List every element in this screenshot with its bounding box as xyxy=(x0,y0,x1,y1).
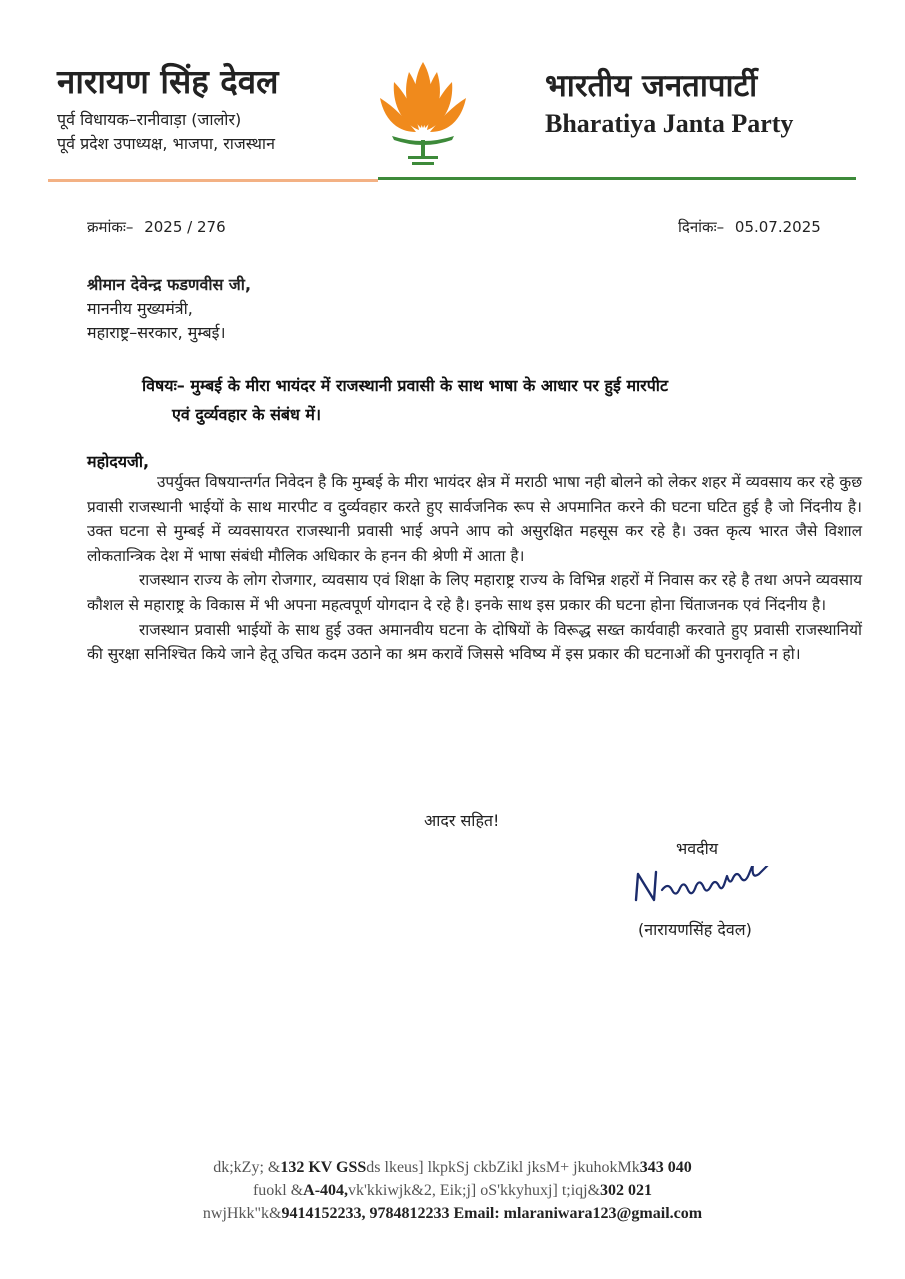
reference-number xyxy=(87,217,226,237)
header-divider-saffron xyxy=(48,179,378,182)
party-name-english: Bharatiya Janta Party xyxy=(545,109,794,138)
footer-office-pin: 343 040 xyxy=(639,1159,692,1176)
closing-regards: आदर सहित! xyxy=(424,811,500,830)
footer-residence-pin: 302 021 xyxy=(600,1182,653,1199)
letter-date xyxy=(678,217,821,237)
footer-office-mid: ds lkeus] lkpkSj ckbZikl jksM+ jkuhokMk xyxy=(366,1159,640,1176)
closing-yours: भवदीय xyxy=(676,839,719,858)
footer-contact-prefix: nwjHkk"k& xyxy=(202,1205,282,1222)
sender-designation-1: पूर्व विधायक–रानीवाड़ा (जालोर) xyxy=(57,110,242,129)
salutation: महोदयजी, xyxy=(87,452,150,471)
sender-name: नारायण सिंह देवल xyxy=(57,62,279,101)
footer-residence-address xyxy=(0,1182,905,1200)
reference-number-value: 2025 / 276 xyxy=(144,218,226,236)
addressee-name: श्रीमान देवेन्द्र फडणवीस जी, xyxy=(87,275,252,294)
addressee-office: महाराष्ट्र–सरकार, मुम्बई। xyxy=(87,323,226,342)
party-name-hindi: भारतीय जनतापार्टी xyxy=(545,68,758,104)
footer-office-address xyxy=(0,1159,905,1177)
footer-office-prefix: dk;kZy; & xyxy=(213,1159,281,1176)
body-paragraph-3: राजस्थान प्रवासी भाईयों के साथ हुई उक्त अमानवीय घटना के दोषियों के विरूद्ध सख्त कार्यवाही करवाते हुए प्रवासी राजस्थानियों की सुरक्षा सनिश्चित किये जाने हेतू उचित कदम उठाने का श्रम करावें जिससे भविष्य में इस प्रकार की घटनाओं की पुनरावृति न हो। xyxy=(87,620,862,664)
letter-body xyxy=(87,470,862,667)
footer-residence-bold-1: A-404, xyxy=(303,1182,349,1199)
subject-line-1: विषयः– मुम्बई के मीरा भायंदर में राजस्थानी प्रवासी के साथ भाषा के आधार पर हुई मारपीट xyxy=(142,376,669,395)
reference-number-label: क्रमांकः– xyxy=(87,218,134,236)
lotus-icon xyxy=(372,58,474,168)
signature xyxy=(630,866,805,908)
signatory-name: (नारायणसिंह देवल) xyxy=(638,920,752,939)
footer-contact-details: 9414152233, 9784812233 Email: mlaraniwara123@gmail.com xyxy=(281,1205,703,1222)
footer-residence-prefix: fuokl & xyxy=(252,1182,304,1199)
footer-residence-mid: vk'kkiwjk&2, Eik;j] oS'kkyhuxj] t;iqj& xyxy=(348,1182,601,1199)
header-divider-green xyxy=(378,177,856,180)
letter-subject xyxy=(142,371,872,429)
footer-contact xyxy=(0,1205,905,1223)
sender-designation-2: पूर्व प्रदेश उपाध्यक्ष, भाजपा, राजस्थान xyxy=(57,134,275,153)
footer-office-bold-1: 132 KV GSS xyxy=(280,1159,367,1176)
body-paragraph-2: राजस्थान राज्य के लोग रोजगार, व्यवसाय एवं शिक्षा के लिए महाराष्ट्र राज्य के विभिन्न शहरों में निवास कर रहे है तथा अपने व्यवसाय कौशल से महाराष्ट्र के विकास में भी अपना महत्वपूर्ण योगदान दे रहे है। इनके साथ इस प्रकार की घटना होना चिंताजनक एवं निंदनीय है। xyxy=(87,571,862,614)
body-paragraph-1: उपर्युक्त विषयान्तर्गत निवेदन है कि मुम्बई के मीरा भायंदर क्षेत्र में मराठी भाषा नही बोलने को लेकर शहर में व्यवसाय कर रहे कुछ प्रवासी राजस्थानी भाईयों के साथ मारपीट व दुर्व्यवहार करते हुए सार्वजनिक रूप से अपमानित करने की घटना घटित हुई है जो निंदनीय है। उक्त घटना से मुम्बई में व्यवसायरत राजस्थानी प्रवासी भाई अपने आप को असुरक्षित महसूस कर रहे है। उक्त कृत्य भारत जैसे विशाल लोकतान्त्रिक देश में भाषा संबंधी मौलिक अधिकार के हनन की श्रेणी में आता है। xyxy=(87,473,862,565)
subject-line-2: एवं दुर्व्यवहार के संबंध में। xyxy=(172,405,322,424)
addressee-title: माननीय मुख्यमंत्री, xyxy=(87,299,193,318)
letter-date-label: दिनांकः– xyxy=(678,218,725,236)
letter-date-value: 05.07.2025 xyxy=(734,218,821,236)
